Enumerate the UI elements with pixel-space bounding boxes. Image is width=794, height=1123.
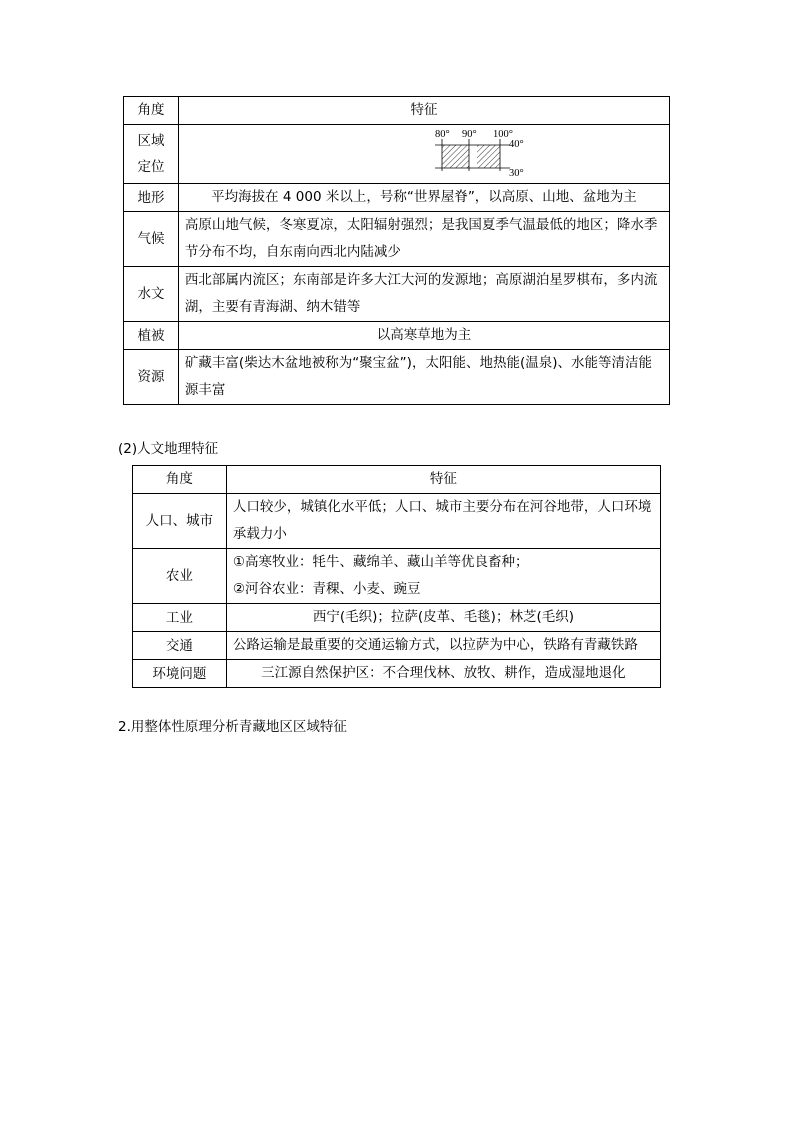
location-map [434, 127, 534, 183]
location-map-cell [178, 125, 669, 184]
human-geography-table [132, 465, 661, 688]
region-hatch-west [442, 145, 469, 168]
row-label: 环境问题 [133, 660, 227, 688]
table-row [124, 267, 670, 322]
row-label: 工业 [133, 604, 227, 632]
table-row [133, 549, 661, 604]
row-text: 以高寒草地为主 [178, 322, 669, 350]
row-text-agriculture [226, 549, 660, 604]
row-text: 西北部属内流区；东南部是许多大江大河的发源地；高原湖泊星罗棋布，多内流湖，主要有青海湖、纳木错等 [178, 267, 669, 322]
label-line: 区域 [137, 133, 165, 149]
header-angle: 角度 [124, 97, 179, 125]
row-label-location [124, 125, 179, 184]
table-header-row [133, 466, 661, 494]
row-text: 三江源自然保护区：不合理伐林、放牧、耕作，造成湿地退化 [226, 660, 660, 688]
lat-label-40: 40° [508, 139, 524, 150]
section-heading: (2)人文地理特征 [118, 441, 219, 457]
table-header-row [124, 97, 670, 125]
row-label: 气候 [124, 212, 179, 267]
row-label: 交通 [133, 632, 227, 660]
table-row [133, 604, 661, 632]
header-angle: 角度 [133, 466, 227, 494]
table-row [133, 494, 661, 549]
row-label: 人口、城市 [133, 494, 227, 549]
table-row [124, 184, 670, 212]
row-text: 人口较少，城镇化水平低；人口、城市主要分布在河谷地带，人口环境承载力小 [226, 494, 660, 549]
table-row [133, 632, 661, 660]
row-text: 平均海拔在 4 000 米以上，号称“世界屋脊”，以高原、山地、盆地为主 [178, 184, 669, 212]
row-label: 地形 [124, 184, 179, 212]
region-hatch-east [477, 145, 500, 168]
lon-label-100: 100° [492, 129, 513, 140]
lon-label-90: 90° [461, 129, 477, 140]
label-line: 定位 [137, 159, 165, 175]
row-text: 高原山地气候，冬寒夏凉，太阳辐射强烈；是我国夏季气温最低的地区；降水季节分布不均，自东南向西北内陆减少 [178, 212, 669, 267]
table-row [124, 212, 670, 267]
row-text: 矿藏丰富(柴达木盆地被称为“聚宝盆”)，太阳能、地热能(温泉)、水能等清洁能源丰富 [178, 350, 669, 405]
row-label: 水文 [124, 267, 179, 322]
agriculture-line: ②河谷农业：青稞、小麦、豌豆 [232, 581, 421, 597]
row-label: 农业 [133, 549, 227, 604]
lon-label-80: 80° [434, 129, 450, 140]
table-row [124, 125, 670, 184]
agriculture-line: ①高寒牧业：牦牛、藏绵羊、藏山羊等优良畜种； [232, 554, 529, 570]
section-heading: 2.用整体性原理分析青藏地区区域特征 [118, 719, 347, 735]
row-label: 资源 [124, 350, 179, 405]
row-text: 公路运输是最重要的交通运输方式，以拉萨为中心，铁路有青藏铁路 [226, 632, 660, 660]
header-feature: 特征 [226, 466, 660, 494]
natural-geography-table [123, 96, 670, 405]
row-text: 西宁(毛织)；拉萨(皮革、毛毯)；林芝(毛织) [226, 604, 660, 632]
table-row [133, 660, 661, 688]
header-feature: 特征 [178, 97, 669, 125]
lat-label-30: 30° [508, 168, 524, 179]
table-row [124, 350, 670, 405]
table-row [124, 322, 670, 350]
row-label: 植被 [124, 322, 179, 350]
